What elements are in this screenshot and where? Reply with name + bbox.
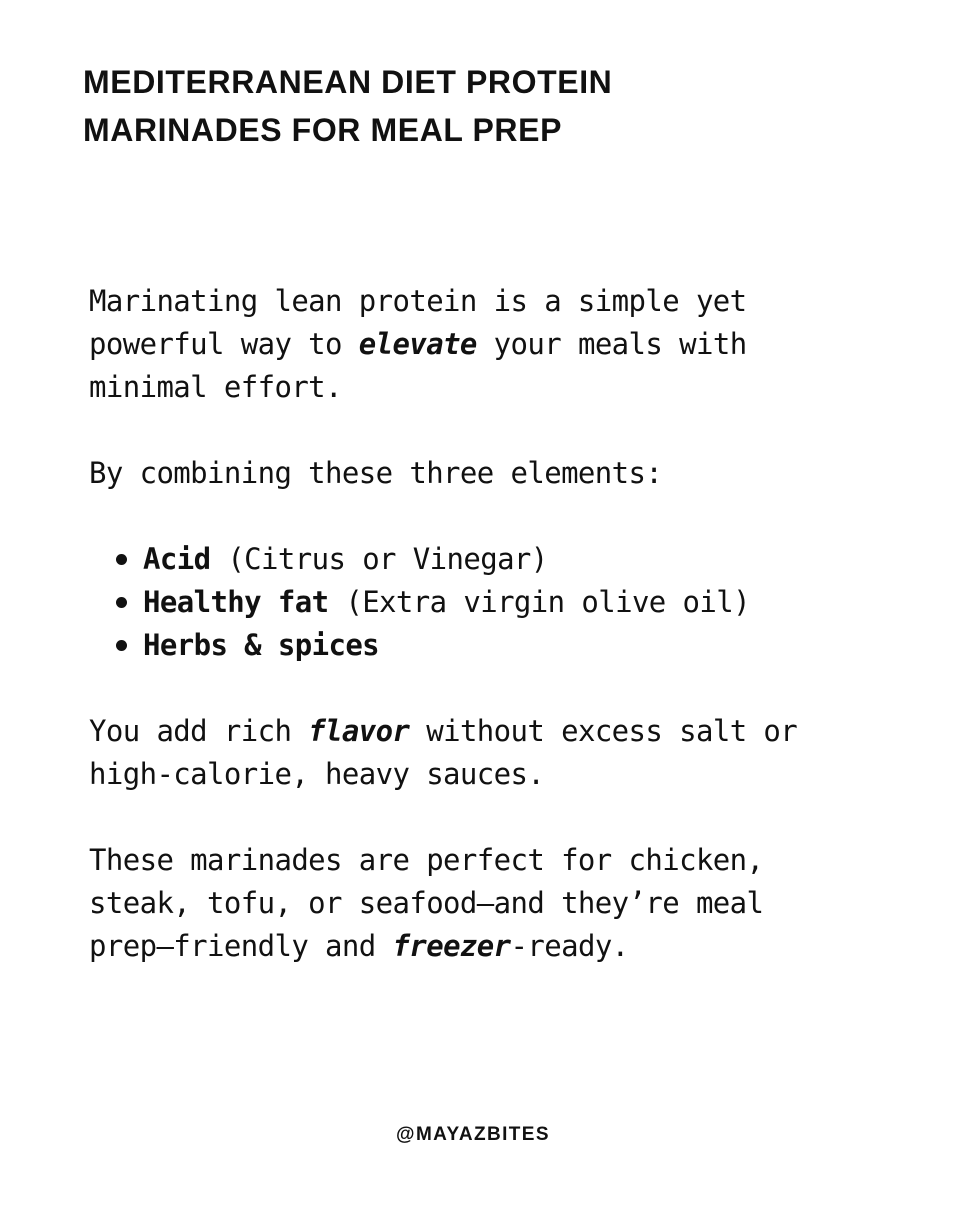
flavor-line-2: high-calorie, heavy sauces. [89,757,545,791]
title-line-1: MEDITERRANEAN DIET PROTEIN [83,64,613,100]
list-item [89,624,939,667]
closing-paragraph [89,839,939,968]
bullet-icon [116,640,127,651]
flavor-line-1 [89,710,939,753]
intro-line-2-end: your meals with [476,327,747,361]
closing-line-3-start: prep—friendly and [89,929,393,963]
list-item [89,538,939,581]
element-name: Acid [143,542,211,576]
list-item [89,581,939,624]
elements-list [89,538,939,667]
combining-paragraph [89,452,939,495]
page-title [83,58,903,154]
intro-line-1: Marinating lean protein is a simple yet [89,284,747,318]
title-line-2: MARINADES FOR MEAL PREP [83,112,563,148]
combining-text: By combining these three elements: [89,456,663,490]
element-detail: (Citrus or Vinegar) [210,542,548,576]
element-name: Herbs & spices [143,628,380,662]
author-handle: @MAYAZBITES [396,1124,550,1145]
flavor-paragraph [89,710,939,796]
intro-line-2-start: powerful way to [89,327,359,361]
closing-line-2: steak, tofu, or seafood—and they’re meal [89,886,764,920]
intro-paragraph [89,280,939,409]
bullet-icon [116,554,127,565]
element-name: Healthy fat [143,585,329,619]
element-detail: (Extra virgin olive oil) [328,585,750,619]
closing-line-3-end: -ready. [510,929,629,963]
bullet-icon [116,597,127,608]
intro-line-2 [89,323,939,366]
intro-line-3: minimal effort. [89,370,342,404]
article-body [89,280,939,1011]
closing-line-1: These marinades are perfect for chicken, [89,843,764,877]
emphasis-elevate: elevate [358,327,477,361]
emphasis-flavor: flavor [308,714,410,748]
emphasis-freezer: freezer [392,929,511,963]
closing-line-3 [89,925,939,968]
flavor-line-1-end: without excess salt or [409,714,798,748]
flavor-line-1-start: You add rich [89,714,309,748]
